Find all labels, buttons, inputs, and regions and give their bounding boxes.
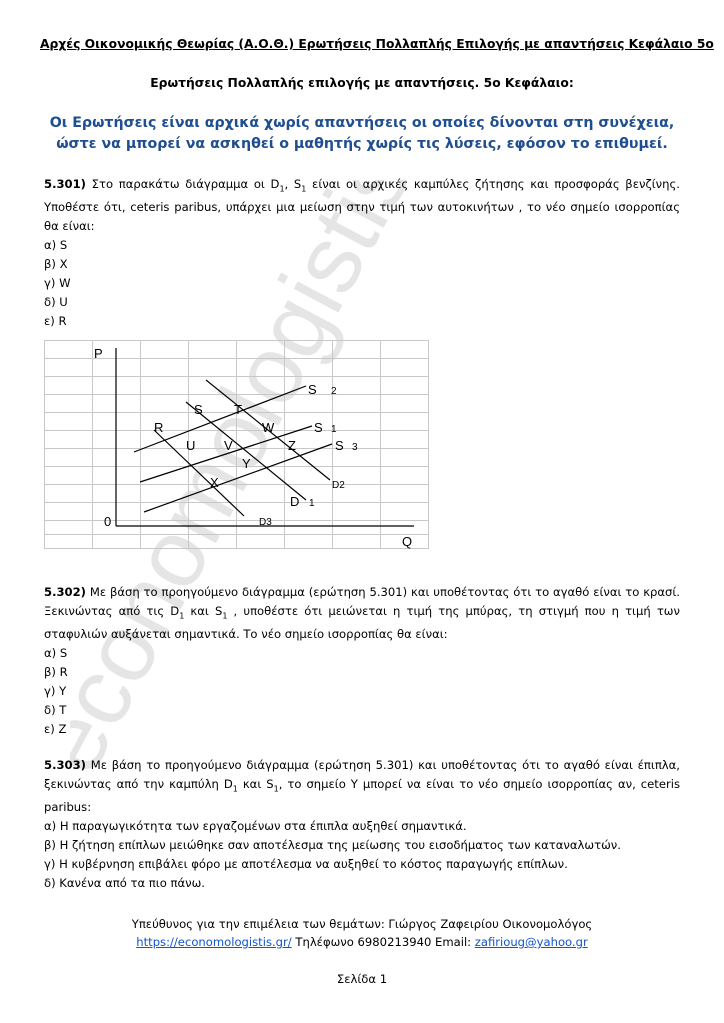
- question-number: 5.303): [44, 758, 86, 772]
- option: β) X: [44, 257, 68, 272]
- label-d3: D3: [259, 517, 272, 528]
- question-text: [44, 756, 680, 817]
- question-text-part: είναι οι αρχικές καμπύλες ζήτησης και προσφοράς βενζίνης. Υποθέστε ότι, ceteris paribus, υπάρχει μια μείωση στην τιμή των αυτοκινήτων , το νέο σημείο ισορροπίας θα είναι:: [44, 177, 680, 234]
- page-header: Αρχές Οικονομικής Θεωρίας (Α.Ο.Θ.) Ερωτήσεις Πολλαπλής Επιλογής με απαντήσεις Κεφάλαιο 5ο: [40, 37, 714, 51]
- question-number: 5.301): [44, 177, 86, 191]
- label-point-w: W: [262, 420, 275, 435]
- option: ε) Z: [44, 722, 67, 737]
- intro-line-2: ώστε να μπορεί να ασκηθεί ο μαθητής χωρίς τις λύσεις, εφόσον το επιθυμεί.: [56, 136, 668, 152]
- option: δ) T: [44, 703, 67, 718]
- label-s3: S: [335, 438, 344, 453]
- label-point-x: X: [210, 475, 219, 490]
- intro-note: [45, 113, 679, 155]
- watermark-text: economologistis.gr/: [70, 180, 497, 790]
- diagram-curves: [116, 348, 414, 526]
- label-point-y: Y: [242, 456, 251, 471]
- question-text-part: και S: [237, 777, 274, 791]
- footer-editor: Υπεύθυνος για την επιμέλεια των θεμάτων: Γιώργος Ζαφειρίου Οικονομολόγος: [131, 917, 593, 931]
- label-s2-index: 2: [331, 386, 337, 397]
- email-link[interactable]: zafirioug@yahoo.gr: [474, 935, 588, 949]
- option: δ) U: [44, 295, 68, 310]
- subscript: 1: [222, 611, 228, 621]
- diagram-svg: [44, 340, 430, 550]
- label-s1: S: [314, 420, 323, 435]
- label-s2: S: [308, 382, 317, 397]
- question-5-302: [44, 583, 680, 739]
- phone-text: Τηλέφωνο 6980213940 Email:: [291, 935, 475, 949]
- question-text-part: και S: [184, 604, 223, 618]
- option: β) R: [44, 665, 68, 680]
- website-link[interactable]: https://economologistis.gr/: [136, 935, 292, 949]
- question-text-part: Με βάση το προηγούμενο διάγραμμα (ερώτηση 5.301) και υποθέτοντας ότι το αγαθό είναι το κρασί. Ξεκινώντας από τις D: [44, 585, 680, 618]
- option: β) Η ζήτηση επίπλων μειώθηκε σαν αποτέλεσμα της μείωσης του εισοδήματος των καταναλωτών.: [44, 838, 621, 853]
- question-text: [44, 583, 680, 644]
- option: γ) Η κυβέρνηση επιβάλει φόρο με αποτέλεσμα να αυξηθεί το κόστος παραγωγής επίπλων.: [44, 857, 568, 872]
- subscript: 1: [301, 184, 307, 194]
- question-text-part: Με βάση το προηγούμενο διάγραμμα (ερώτηση 5.301) και υποθέτοντας ότι το αγαθό είναι έπιπλα, ξεκινώντας από την καμπύλη D: [44, 758, 680, 791]
- option: δ) Κανένα από τα πιο πάνω.: [44, 876, 205, 891]
- label-d2: D2: [332, 480, 345, 491]
- question-text: [44, 175, 680, 236]
- supply-demand-diagram: [44, 340, 430, 550]
- diagram-grid: [44, 340, 429, 549]
- question-5-303: [44, 756, 680, 893]
- label-s1-index: 1: [331, 424, 337, 435]
- label-d1-index: 1: [309, 498, 315, 509]
- question-5-301: [44, 175, 680, 331]
- question-text-part: , το σημείο Y μπορεί να είναι το νέο σημείο ισορροπίας αν, ceteris paribus:: [44, 777, 680, 815]
- label-p: P: [94, 346, 103, 361]
- option: α) S: [44, 238, 68, 253]
- label-d1: D: [290, 494, 300, 509]
- option: α) Η παραγωγικότητα των εργαζομένων στα έπιπλα αυξηθεί σημαντικά.: [44, 819, 467, 834]
- intro-line-1: Οι Ερωτήσεις είναι αρχικά χωρίς απαντήσεις οι οποίες δίνονται στη συνέχεια,: [49, 115, 675, 131]
- page-subtitle: Ερωτήσεις Πολλαπλής επιλογής με απαντήσεις. 5ο Κεφάλαιο:: [150, 76, 574, 90]
- label-origin: 0: [104, 514, 112, 529]
- supply-curve-s3: [144, 444, 332, 512]
- label-point-z: Z: [288, 438, 296, 453]
- label-point-r: R: [154, 420, 164, 435]
- option: α) S: [44, 646, 68, 661]
- label-s3-index: 3: [352, 442, 358, 453]
- option: ε) R: [44, 314, 67, 329]
- label-q: Q: [402, 534, 413, 549]
- question-number: 5.302): [44, 585, 86, 599]
- subscript: 1: [232, 784, 238, 794]
- label-point-s: S: [194, 402, 203, 417]
- question-text-part: , S: [284, 177, 302, 191]
- question-text-part: Στο παρακάτω διάγραμμα οι D: [85, 177, 280, 191]
- page-number: Σελίδα 1: [336, 972, 388, 986]
- option: γ) W: [44, 276, 71, 291]
- label-point-t: T: [234, 402, 242, 417]
- option: γ) Y: [44, 684, 67, 699]
- label-point-v: V: [224, 438, 233, 453]
- subscript: 1: [279, 184, 285, 194]
- label-point-u: U: [186, 438, 196, 453]
- supply-curve-s2: [134, 386, 306, 452]
- subscript: 1: [179, 611, 185, 621]
- subscript: 1: [273, 784, 279, 794]
- question-text-part: , υποθέστε ότι μειώνεται η τιμή της μπύρας, τη στιγμή που η τιμή των σταφυλιών αυξάνεται σημαντικά. Το νέο σημείο ισορροπίας θα είναι:: [44, 604, 680, 642]
- footer-contact: [40, 935, 684, 949]
